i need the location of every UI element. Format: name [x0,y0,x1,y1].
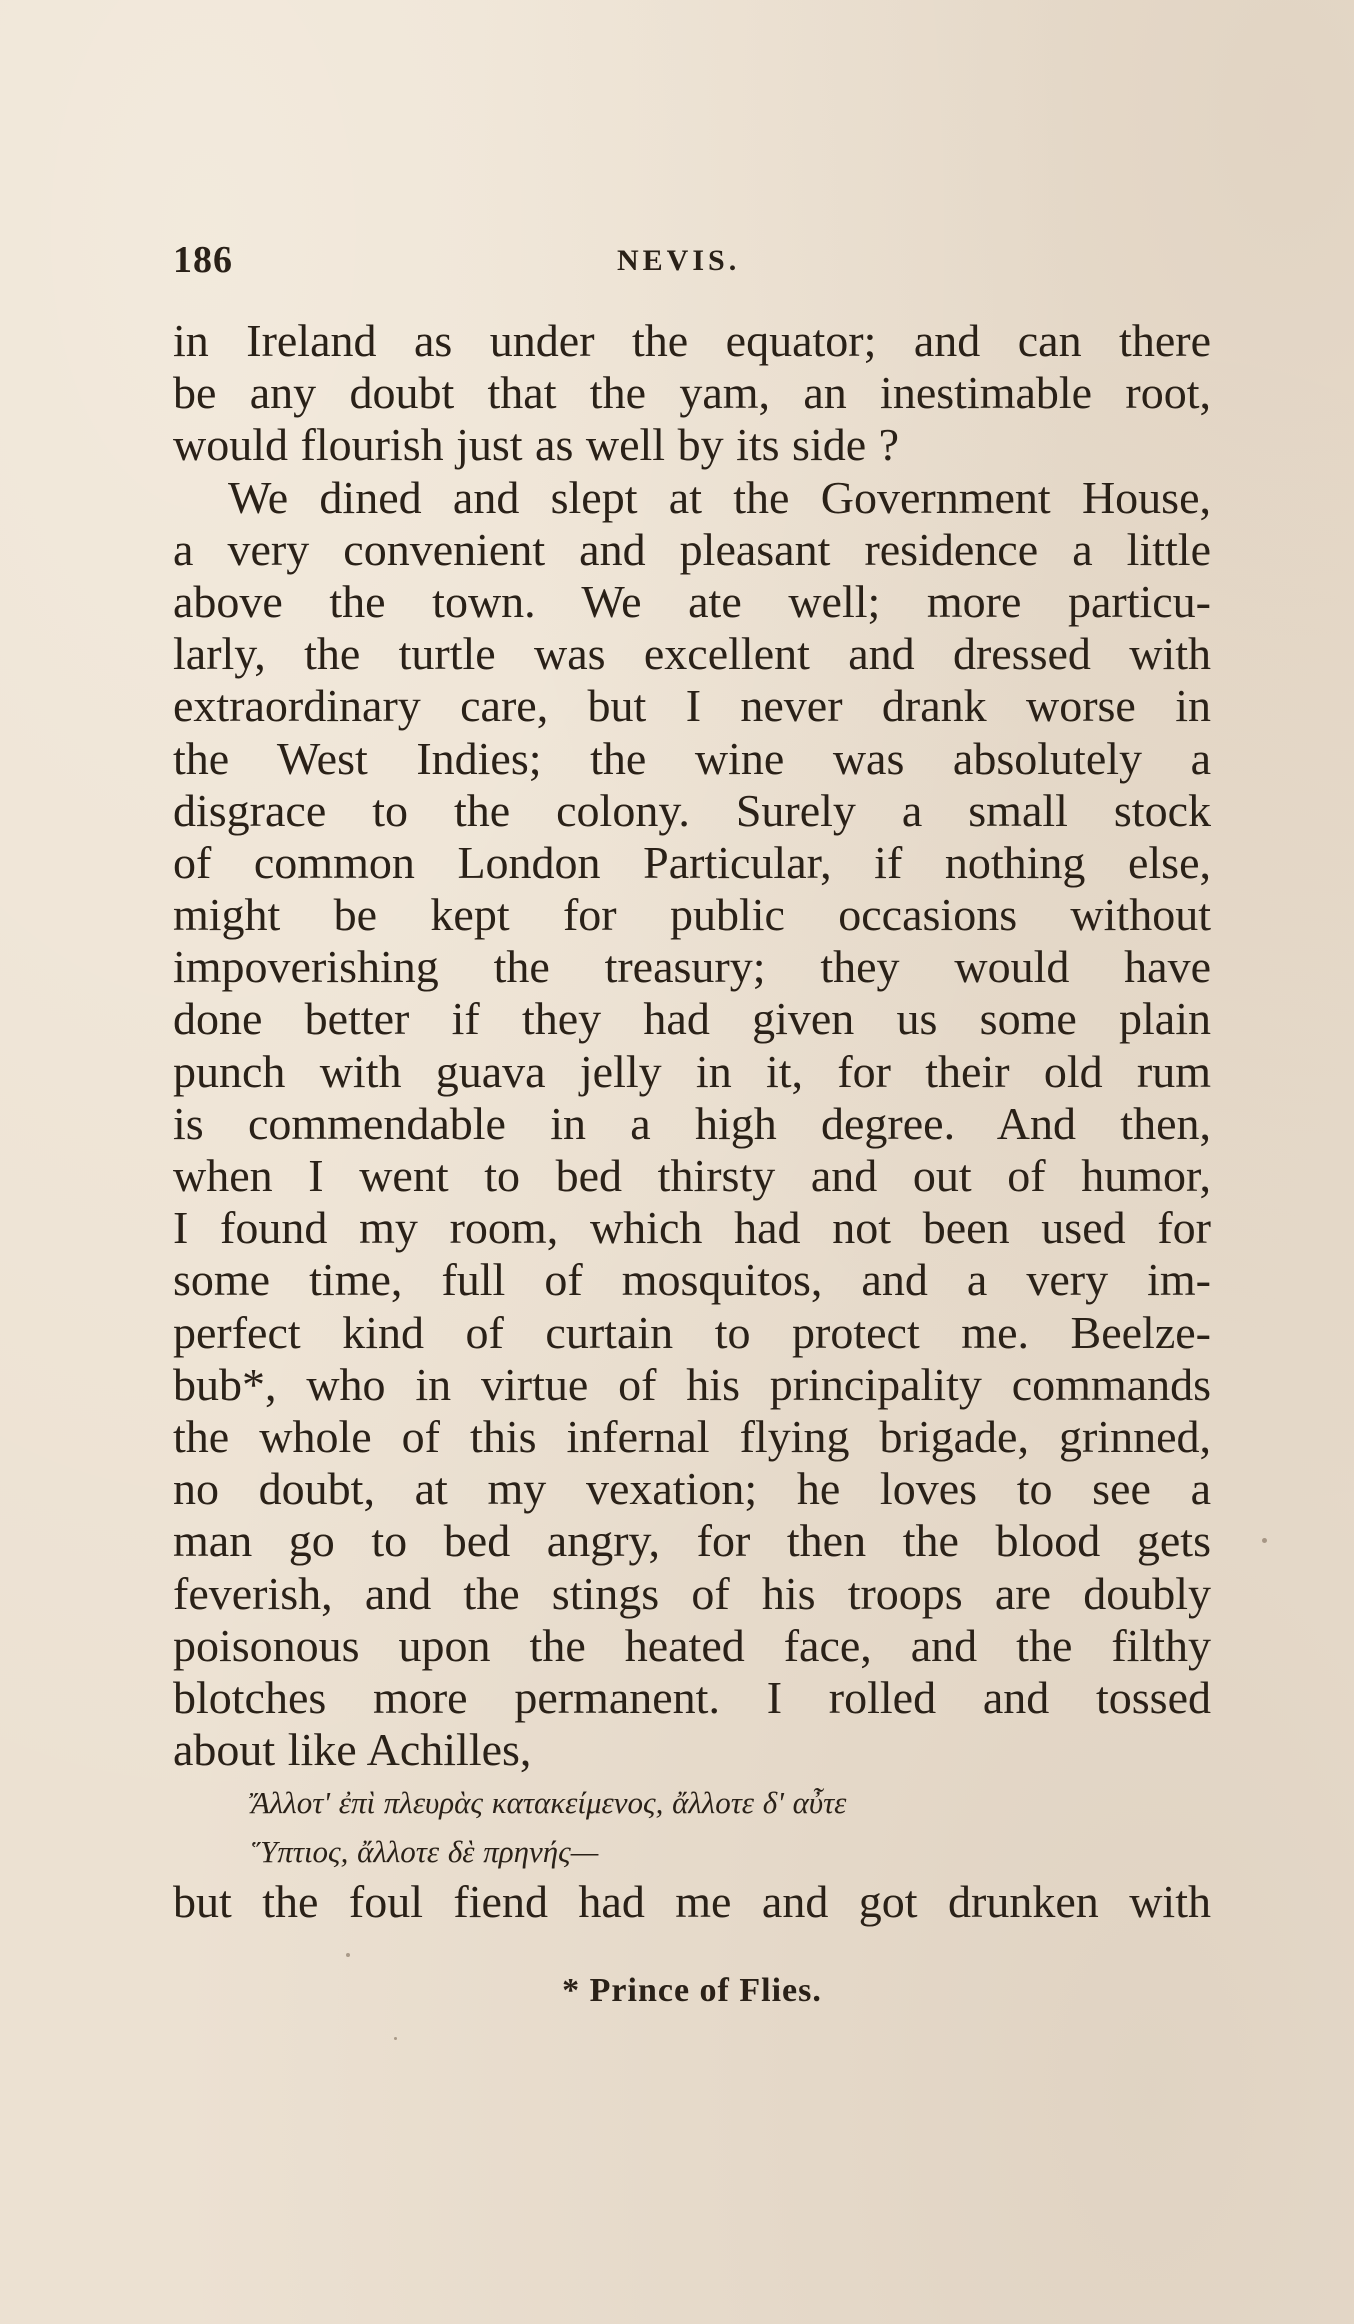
text-line: punch with guava jelly in it, for their old rum [173,1045,1211,1097]
text-line: the whole of this infernal flying brigade, grinned, [173,1410,1211,1462]
text-line: is commendable in a high degree. And then, [173,1097,1211,1149]
text-line: disgrace to the colony. Surely a small stock [173,784,1211,836]
text-line: about like Achilles, [173,1724,532,1776]
text-line: feverish, and the stings of his troops are doubly [173,1567,1211,1619]
text-line: I found my room, which had not been used for [173,1202,1211,1254]
text-line: impoverishing the treasury; they would have [173,941,1211,993]
text-line: some time, full of mosquitos, and a very im- [173,1254,1211,1306]
paper-speck [346,1953,350,1957]
text-line: We dined and slept at the Government House, [228,471,1211,523]
text-line: perfect kind of curtain to protect me. Beelze- [173,1306,1211,1358]
footnote: * Prince of Flies. [562,1972,822,2009]
text-line: be any doubt that the yam, an inestimable root, [173,367,1211,419]
text-line: above the town. We ate well; more particu- [173,575,1211,627]
text-line: might be kept for public occasions without [173,889,1211,941]
text-line: in Ireland as under the equator; and can there [173,315,1211,366]
text-line: when I went to bed thirsty and out of humor, [173,1150,1211,1201]
text-line: bub*, who in virtue of his principality commands [173,1358,1211,1410]
body-text [173,315,1211,1928]
page-number: 186 [173,239,233,281]
text-line: no doubt, at my vexation; he loves to see a [173,1463,1211,1515]
paper-speck [394,2037,397,2040]
text-line: blotches more permanent. I rolled and tossed [173,1671,1211,1723]
running-head [173,238,1211,288]
text-line: done better if they had given us some plain [173,993,1211,1045]
text-line: of common London Particular, if nothing else, [173,836,1211,888]
text-line: poisonous upon the heated face, and the filthy [173,1619,1211,1671]
text-line: larly, the turtle was excellent and dressed with [173,628,1211,680]
text-line: a very convenient and pleasant residence a little [173,523,1211,575]
text-line: man go to bed angry, for then the blood gets [173,1515,1211,1567]
verse-line: Ἄλλοτ' ἐπὶ πλευρὰς κατακείμενος, ἄλλοτε δ' αὖτε [251,1785,847,1821]
text-line: would flourish just as well by its side ? [173,419,900,471]
verse-line: Ὕπτιος, ἄλλοτε δὲ πρηνής— [251,1834,599,1870]
section-title: NEVIS. [617,244,741,277]
paper-speck [1262,1538,1267,1543]
text-line: the West Indies; the wine was absolutely a [173,732,1211,784]
text-line: but the foul fiend had me and got drunken with [173,1876,1211,1928]
text-line: extraordinary care, but I never drank worse in [173,680,1211,732]
greek-verse-quotation [173,1778,1211,1876]
